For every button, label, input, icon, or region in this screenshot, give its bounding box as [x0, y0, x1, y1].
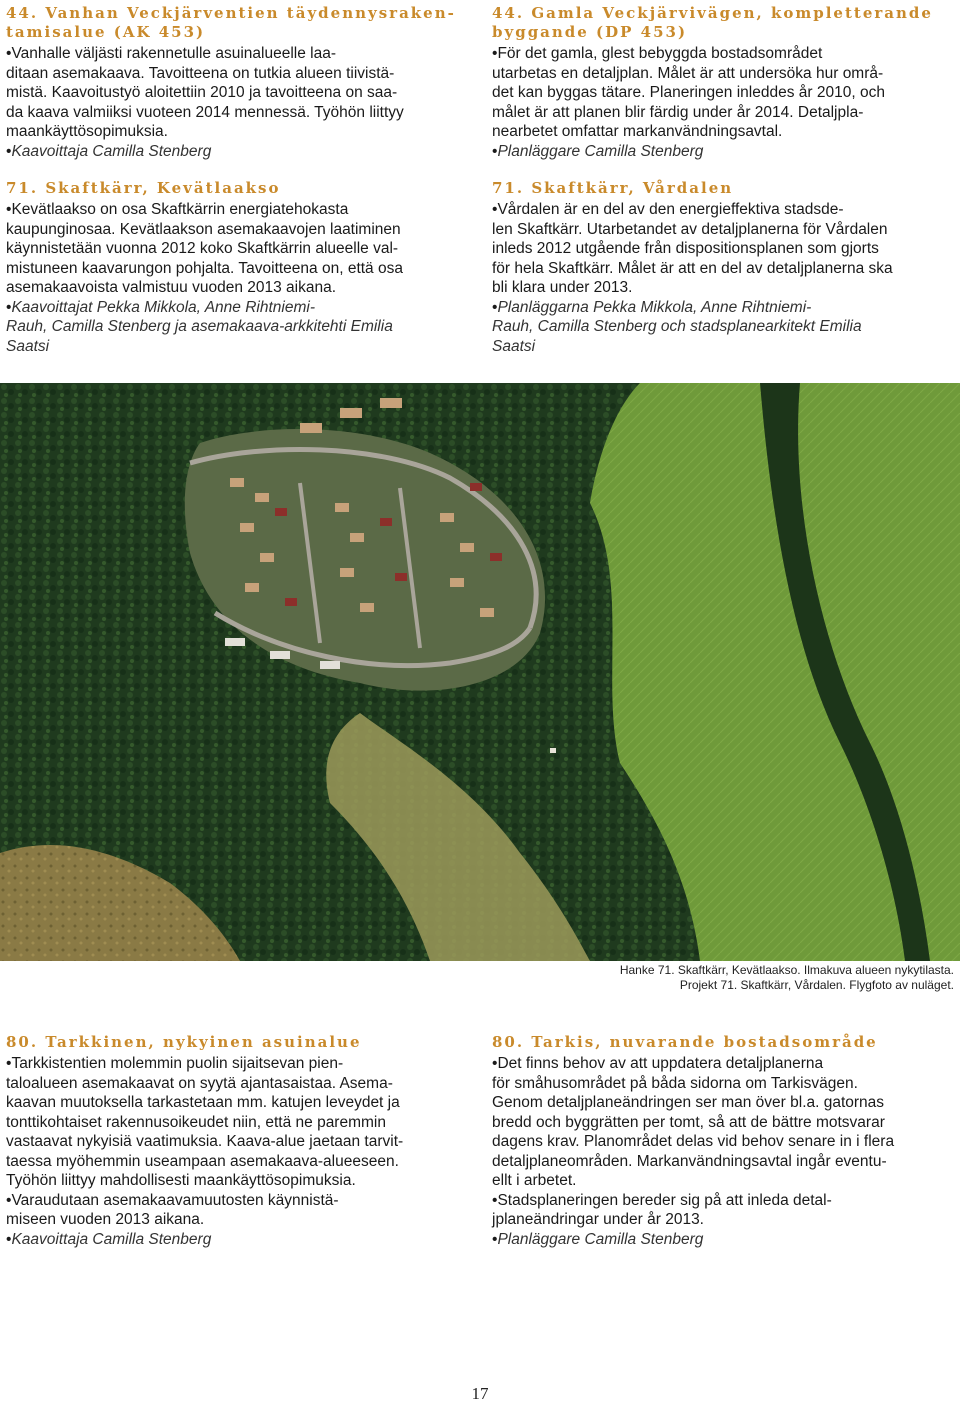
responsible-persons: Planläggarna Pekka Mikkola, Anne Rihtniemi-	[497, 298, 812, 316]
section-body-80-fi: •Tarkkistentien molemmin puolin sijaitsevan pien- taloalueen asemakaavat on syytä ajantasaistaa. Asema- kaavan muutoksella tarkastetaan mm. katujen leveydet ja tonttikohtaiset rakennusoikeudet niin, että ne paremmin vastaavat nykyisiä vaatimuksia. Kaava-alue jaetaan tarvit- taessa myöhemmin useampaan asemakaava-alueeseen. Työhön liittyy mahdollisesti maankäyttösopimuksia. •Varaudutaan asemakaavamuutosten käynnistä- miseen vuoden 2013 aikana. •Kaavoittaja Camilla Stenberg	[6, 1055, 404, 1248]
photo-caption	[354, 963, 954, 993]
aerial-photo	[0, 383, 960, 961]
section-title-44-sv: 44. Gamla Veckjärvivägen, kompletterande byggande (DP 453)	[492, 4, 933, 41]
section-body-71-sv: •Vårdalen är en del av den energieffektiva stadsde- len Skaftkärr. Utarbetandet av detaljplanerna för Vårdalen inleds 2012 utgående från dispositionsplanen som gjorts för hela Skaftkärr. Målet är att en del av detaljplanerna ska bli klara under 2013. •Planläggarna Pekka Mikkola, Anne Rihtniemi- Rauh, Camilla Stenberg och stadsplanearkitekt Emilia Saatsi	[492, 201, 893, 355]
responsible-person: Kaavoittaja Camilla Stenberg	[11, 1230, 212, 1248]
section-body-80-sv: •Det finns behov av att uppdatera detaljplanerna för småhusområdet på båda sidorna om Tarkisvägen. Genom detaljplaneändringen ser man över bl.a. gatornas bredd och byggrätten per tomt, så att de bättre motsvarar dagens krav. Planområdet delas vid behov senare in i flera detaljplaneområden. Markanvändningsavtal ingår eventu- ellt i arbetet. •Stadsplaneringen bereder sig på att inleda detal- jplaneändringar under år 2013. •Planläggare Camilla Stenberg	[492, 1055, 895, 1248]
responsible-persons: Kaavoittajat Pekka Mikkola, Anne Rihtniemi-	[11, 298, 315, 316]
responsible-person: Planläggare Camilla Stenberg	[497, 142, 704, 160]
caption-sv: Projekt 71. Skaftkärr, Vårdalen. Flygfoto av nuläget.	[679, 978, 954, 992]
section-title-71-fi: 71. Skaftkärr, Kevätlaakso	[6, 179, 281, 197]
section-title-44-fi: 44. Vanhan Veckjärventien täydennysraken- tamisalue (AK 453)	[6, 4, 456, 41]
section-title-71-sv: 71. Skaftkärr, Vårdalen	[492, 179, 734, 197]
section-body-44-sv: •För det gamla, glest bebyggda bostadsområdet utarbetas en detaljplan. Målet är att undersöka hur områ- det kan byggas tätare. Planeringen inleddes år 2010, och målet är att planen blir färdig under år 2014. Detaljpla- nearbetet omfattar markanvändningsavtal. •Planläggare Camilla Stenberg	[492, 45, 885, 160]
responsible-person: Planläggare Camilla Stenberg	[497, 1230, 704, 1248]
top-left-column	[6, 4, 466, 356]
section-title-80-fi: 80. Tarkkinen, nykyinen asuinalue	[6, 1033, 362, 1051]
section-title-80-sv: 80. Tarkis, nuvarande bostadsområde	[492, 1033, 878, 1051]
aerial-photo-illustration	[0, 383, 960, 961]
top-right-column	[492, 4, 954, 356]
bottom-right-column	[492, 1033, 954, 1249]
section-body-44-fi: •Vanhalle väljästi rakennetulle asuinalueelle laa- ditaan asemakaava. Tavoitteena on tutkia alueen tiivistä- mistä. Kaavoitustyö aloitettiin 2010 ja tavoitteena on saa- da kaava valmiiksi vuoteen 2014 mennessä. Työhön liittyy maankäyttösopimuksia. •Kaavoittaja Camilla Stenberg	[6, 45, 404, 160]
section-body-71-fi: •Kevätlaakso on osa Skaftkärrin energiatehokasta kaupunginosaa. Kevätlaakson asemakaavojen laatiminen käynnistetään vuonna 2012 koko Skaftkärrin alueelle val- mistuneen kaavarungon pohjalta. Tavoitteena on, että osa asemakaavoista valmistuu vuoden 2013 aikana. •Kaavoittajat Pekka Mikkola, Anne Rihtniemi- Rauh, Camilla Stenberg ja asemakaava-arkkitehti Emilia Saatsi	[6, 201, 403, 355]
responsible-person: Kaavoittaja Camilla Stenberg	[11, 142, 212, 160]
page-number: 17	[471, 1384, 489, 1403]
bottom-left-column	[6, 1033, 466, 1249]
caption-fi: Hanke 71. Skaftkärr, Kevätlaakso. Ilmakuva alueen nykytilasta.	[619, 963, 954, 977]
